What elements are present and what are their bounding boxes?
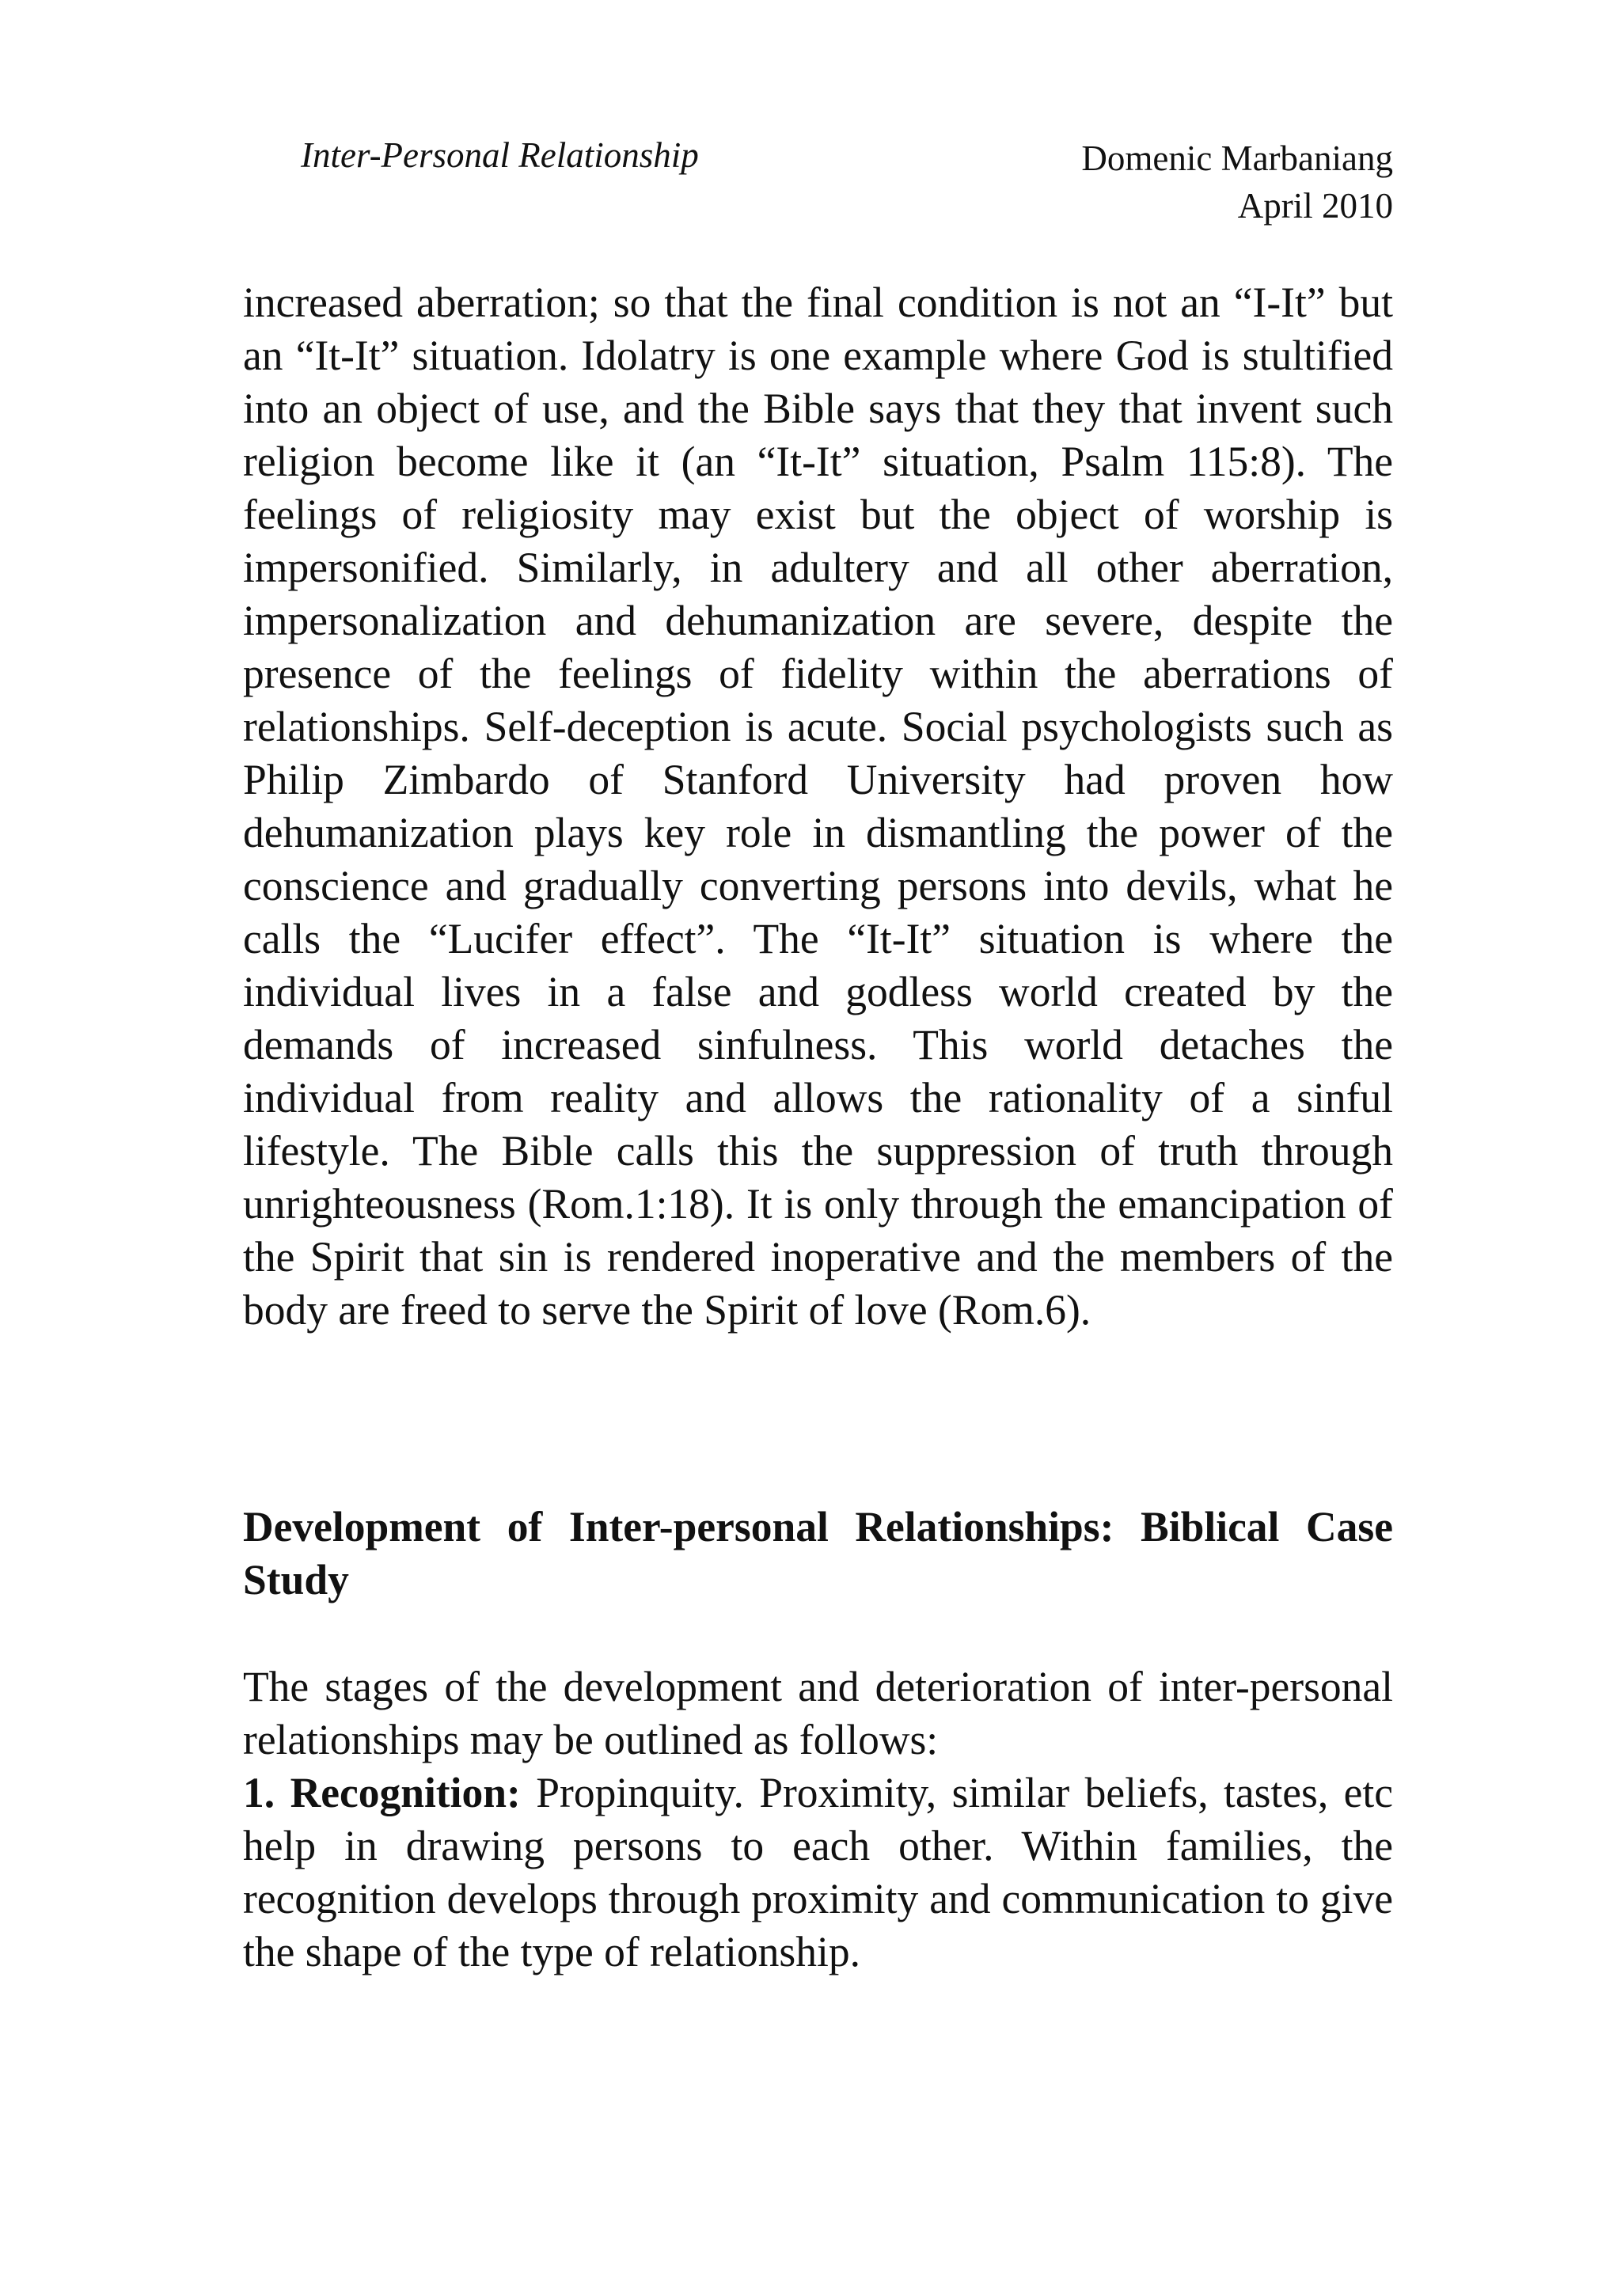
list-item-label: Recognition:: [290, 1769, 521, 1816]
header-author: Domenic Marbaniang: [1081, 139, 1393, 178]
running-header-meta: [1081, 135, 1393, 230]
list-item-number: 1.: [243, 1769, 275, 1816]
running-header-title: Inter-Personal Relationship: [301, 135, 699, 175]
section-heading: Development of Inter-personal Relationships: Biblical Case Study: [243, 1503, 1393, 1603]
stages-intro: The stages of the development and deterioration of inter-personal relationships may be outlined as follows:: [243, 1663, 1393, 1763]
list-item-text: Propinquity. Proximity, similar beliefs, tastes, etc help in drawing persons to each other. Within families, the recognition develops through proximity and communication to give the shape of the type of relationship.: [243, 1769, 1394, 1975]
header-date: April 2010: [1237, 186, 1393, 226]
body-paragraph-2: [243, 1660, 1393, 1979]
body-paragraph-1: increased aberration; so that the final condition is not an “I-It” but an “It-It” situation. Idolatry is one example where God is stultified into an object of use, and the Bible says that they that invent such religion become like it (an “It-It” situation, Psalm 115:8). The feelings of religiosity may exist but the object of worship is impersonified. Similarly, in adultery and all other aberration, impersonalization and dehumanization are severe, despite the presence of the feelings of fidelity within the aberrations of relationships. Self-deception is acute. Social psychologists such as Philip Zimbardo of Stanford University had proven how dehumanization plays key role in dismantling the power of the conscience and gradually converting persons into devils, what he calls the “Lucifer effect”. The “It-It” situation is where the individual lives in a false and godless world created by the demands of increased sinfulness. This world detaches the individual from reality and allows the rationality of a sinful lifestyle. The Bible calls this the suppression of truth through unrighteousness (Rom.1:18). It is only through the emancipation of the Spirit that sin is rendered inoperative and the members of the body are freed to serve the Spirit of love (Rom.6).: [243, 279, 1393, 1334]
list-item: [243, 1767, 1393, 1979]
